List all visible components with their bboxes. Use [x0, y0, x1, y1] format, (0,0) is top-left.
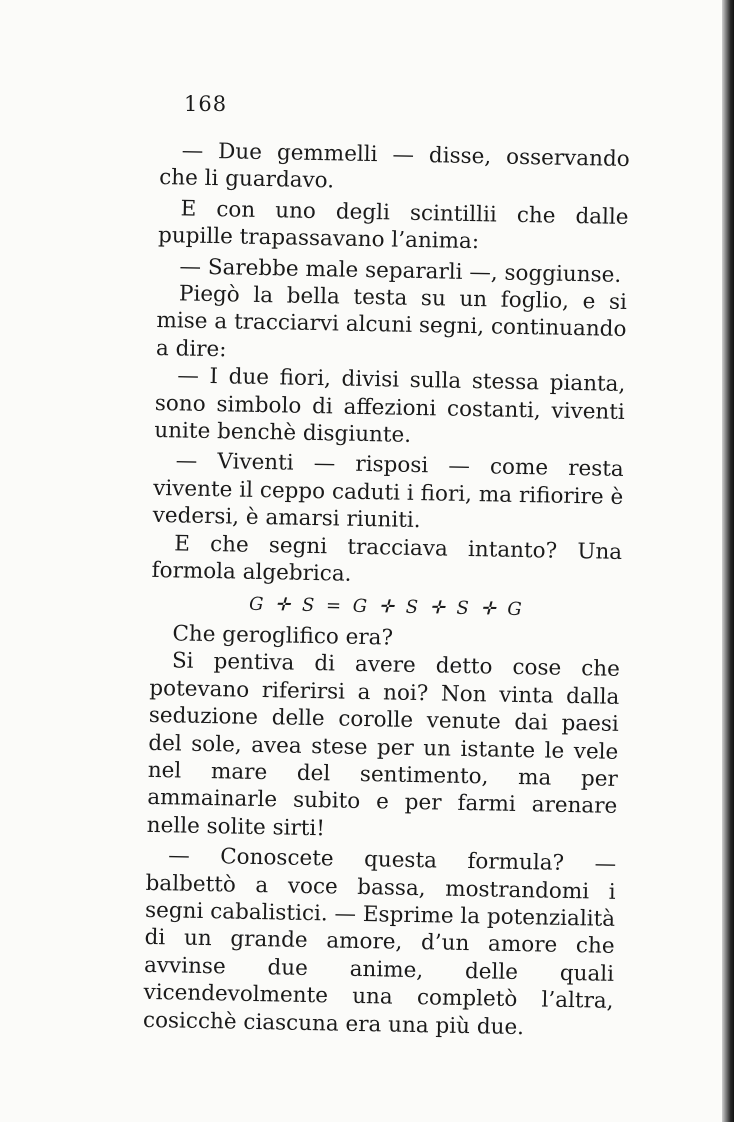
book-binding-edge	[722, 0, 734, 1122]
page-number: 168	[184, 92, 228, 116]
paragraph-10: — Conoscete questa formula? — balbettò a voce bassa, mostrandomi i segni cabalistici. — Esprime la potenzialità di un grande amore, d’un amore che avvinse due anime, delle quali vicendevolmente una completò l’altra, cosicchè ciascuna era una più due.	[142, 843, 617, 1040]
paragraph-3: — Sarebbe male separarli —, soggiunse.	[179, 254, 622, 288]
paragraph-5: — I due fiori, divisi sulla stessa pianta, sono simbolo di affezioni costanti, viventi unite benchè disgiunte.	[154, 363, 626, 448]
paragraph-1: — Due gemmelli — disse, osservando che li guardavo.	[158, 138, 630, 194]
paragraph-7: E che segni tracciava intanto? Una formola algebrica.	[151, 531, 623, 587]
paragraph-4: Piegò la bella testa su un foglio, e si mise a tracciarvi alcuni segni, continuando a dire:	[155, 281, 628, 363]
algebraic-formula: G ✛ S = G ✛ S ✛ S ✛ G	[248, 593, 523, 620]
paragraph-8: Che geroglifico era?	[172, 621, 394, 651]
paragraph-6: — Viventi — risposi — come resta vivente il ceppo caduti i fiori, ma rifiorire è vedersi, è amarsi riuniti.	[152, 448, 624, 534]
page-text	[143, 137, 630, 1043]
paragraph-2: E con uno degli scintillii che dalle pupille trapassavano l’anima:	[157, 196, 629, 255]
paragraph-9: Si pentiva di avere detto cose che potevano riferirsi a noi? Non vinta dalla seduzione delle corolle venute dai paesi del sole, avea stese per un istante le vele nel mare del sentimento, ma per ammainarle subito e per farmi arenare nelle solite sirti!	[146, 648, 621, 842]
